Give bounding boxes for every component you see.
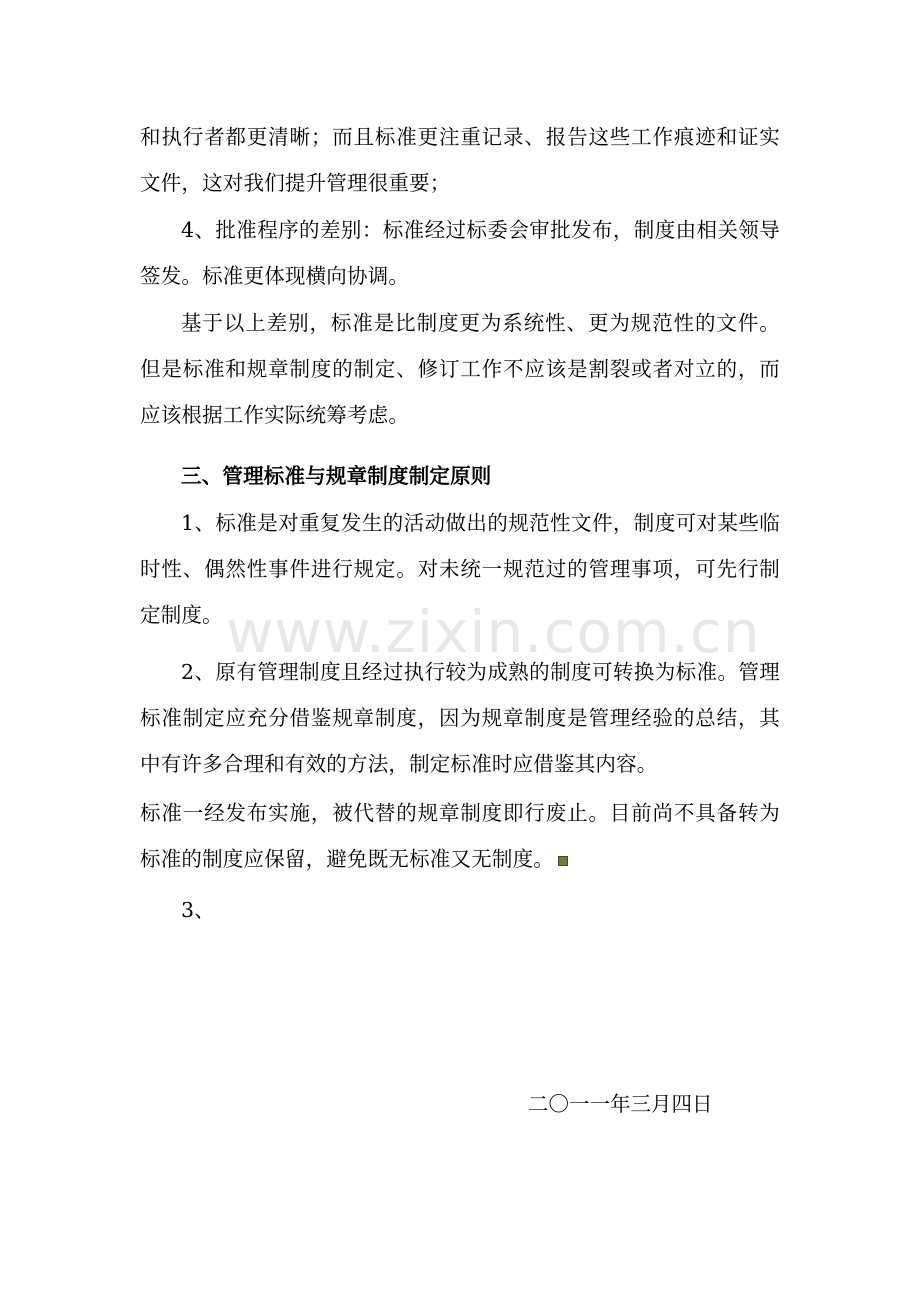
- item-4-paragraph: 4、批准程序的差别：标准经过标委会审批发布，制度由相关领导签发。标准更体现横向协调。: [140, 218, 780, 288]
- continuation-paragraph: 和执行者都更清晰；而且标准更注重记录、报告这些工作痕迹和证实文件，这对我们提升管理很重要；: [140, 125, 780, 195]
- paragraph-end-mark-icon: [558, 856, 568, 866]
- summary-paragraph: 基于以上差别，标准是比制度更为系统性、更为规范性的文件。但是标准和规章制度的制定、修订工作不应该是割裂或者对立的，而应该根据工作实际统筹考虑。: [140, 311, 780, 427]
- section-heading: 三、管理标准与规章制度制定原则: [181, 464, 492, 488]
- principle-3-paragraph: 3、: [181, 898, 215, 922]
- document-date: 二〇一一年三月四日: [528, 1092, 713, 1116]
- principle-2-continuation-text: 标准一经发布实施，被代替的规章制度即行废止。目前尚不具备转为标准的制度应保留，避免既无标准又无制度。: [140, 801, 780, 871]
- watermark-text: www.zixin.com.cn: [226, 598, 761, 666]
- principle-2-continuation: [140, 790, 780, 882]
- principle-1-paragraph: 1、标准是对重复发生的活动做出的规范性文件，制度可对某些临时性、偶然性事件进行规定。对未统一规范过的管理事项，可先行制定制度。: [140, 511, 780, 627]
- principle-2-paragraph: 2、原有管理制度且经过执行较为成熟的制度可转换为标准。管理标准制定应充分借鉴规章制度，因为规章制度是管理经验的总结，其中有许多合理和有效的方法，制定标准时应借鉴其内容。: [140, 660, 780, 776]
